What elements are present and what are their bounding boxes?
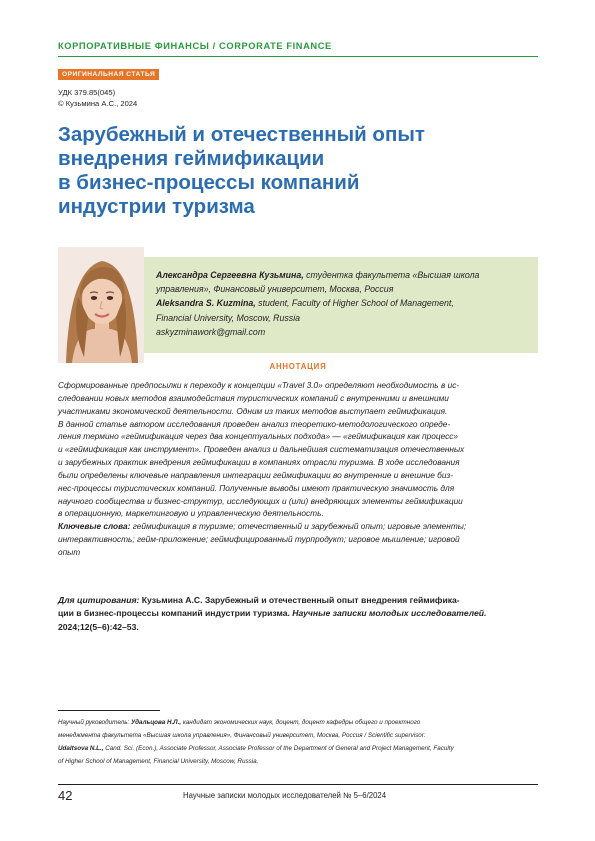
footnote-rule (58, 710, 160, 711)
abstract-heading: АННОТАЦИЯ (269, 362, 327, 371)
section-header: КОРПОРАТИВНЫЕ ФИНАНСЫ / CORPORATE FINANCE (58, 41, 332, 51)
abstract-line: ления термино «геймификация через два концептуальных подхода» — «геймификация как процесс» (58, 431, 459, 442)
citation-text: ции в бизнес-процессы компаний индустрии туризма. (58, 608, 290, 619)
title-line: в бизнес-процессы компаний (58, 171, 360, 194)
keywords-label: Ключевые слова: (58, 521, 131, 532)
author-en-name: Aleksandra S. Kuzmina, (156, 298, 256, 309)
abstract-line: были определены ключевые направления интеграции геймификации во внутренние и внешние биз- (58, 469, 454, 480)
footnote-label: Научный руководитель: (58, 719, 130, 726)
portrait-illustration (58, 247, 144, 363)
author-en-affiliation: Financial University, Moscow, Russia (156, 312, 301, 323)
author-en-text: student, Faculty of Higher School of Management, (255, 298, 454, 309)
citation-journal: Научные записки молодых исследователей. (289, 608, 487, 619)
journal-name: Научные записки молодых исследователей № 5–6/2024 (183, 791, 387, 800)
footnote-line (58, 743, 542, 756)
author-ru-text: студентка факультета «Высшая школа (303, 270, 480, 280)
keywords-text: геймификация в туризме; отечественный и зарубежный опыт; игровые элементы; (130, 521, 467, 532)
footnote-line (58, 717, 542, 730)
author-en (156, 296, 536, 310)
author-photo (58, 247, 144, 363)
copyright: © Кузьмина А.С., 2024 (58, 98, 138, 108)
citation-first-line (58, 594, 542, 607)
udk-code: УДК 379.85(045) (58, 88, 116, 97)
udk-block (58, 88, 137, 109)
author-email[interactable]: askyzminawork@gmail.com (156, 326, 266, 337)
citation-block (58, 594, 542, 634)
citation-issue: 2024;12(5–6):42–53. (58, 621, 139, 632)
author-details (156, 268, 536, 339)
keywords (58, 520, 540, 533)
keywords-line: интерактивность; гейм-приложение; геймифицированный турпродукт; игровое мышление; игровой (58, 534, 460, 545)
title-line: Зарубежный и отечественный опыт (58, 123, 425, 146)
footnote (58, 717, 542, 769)
abstract-line: нес-процессы туристических компаний. Полученные выводы имеют практическую значимость для (58, 482, 455, 493)
footnote-text: Cand. Sci. (Econ.), Associate Professor, Associate Professor of the Department of General and Project Management, Faculty (103, 744, 454, 752)
keywords-line: опыт (58, 546, 81, 557)
abstract-line: следовании новых методов взаимодействия туристических компаний с внутренними и внешними (58, 392, 449, 403)
author-ru-name: Александра Сергеевна Кузьмина, (156, 270, 304, 280)
author-ru-affiliation: управления», Финансовый университет, Москва, Россия (156, 284, 394, 295)
citation-label: Для цитирования: (58, 595, 140, 605)
abstract-line: в операционную, маркетинговую и управленческую деятельность. (58, 508, 324, 519)
section-rule (58, 56, 538, 57)
footnote-text: кандидат экономических наук, доцент, доцент кафедры общего и проектного (181, 719, 421, 726)
footnote-line: менеджмента факультета «Высшая школа управления», Финансовый университет, Москва, Россия / Scientific supervisor: (58, 731, 426, 739)
supervisor-en-name: Udaltsova N.L., (58, 744, 104, 752)
article-type-badge: ОРИГИНАЛЬНАЯ СТАТЬЯ (58, 69, 159, 80)
supervisor-ru-name: Удальцова Н.Л., (129, 719, 182, 726)
abstract-body (58, 379, 540, 559)
footer-rule (58, 784, 538, 785)
abstract-line: Сформированные предпосылки к переходу к концепции «Travel 3.0» определяют необходимость в ис- (58, 380, 460, 390)
author-ru (156, 268, 536, 282)
page-number: 42 (58, 788, 73, 803)
abstract-line: научного сообщества и бизнес-структур, исследующих и (или) внедряющих элементы геймификации (58, 495, 463, 506)
title-line: индустрии туризма (58, 195, 255, 218)
footnote-line: of Higher School of Management, Financial University, Moscow, Russia. (58, 757, 259, 765)
article-title (58, 123, 528, 219)
title-line: внедрения геймификации (58, 147, 325, 170)
abstract-line: и зарубежных практик внедрения геймификации в компаниях отрасли туризма. В ходе исследования (58, 457, 460, 468)
abstract-line: участниками экономической деятельности. Одним из таких методов выступает геймификация. (58, 405, 448, 416)
citation-text: Кузьмина А.С. Зарубежный и отечественный опыт внедрения геймифика- (139, 595, 460, 605)
abstract-line: и «геймификация как инструмент». Проведен анализ и дальнейшая систематизация отечественных (58, 444, 465, 455)
citation-second-line (58, 607, 542, 620)
abstract-line: В данной статье автором исследования проведен анализ теоретико-методологического опреде- (58, 418, 451, 429)
